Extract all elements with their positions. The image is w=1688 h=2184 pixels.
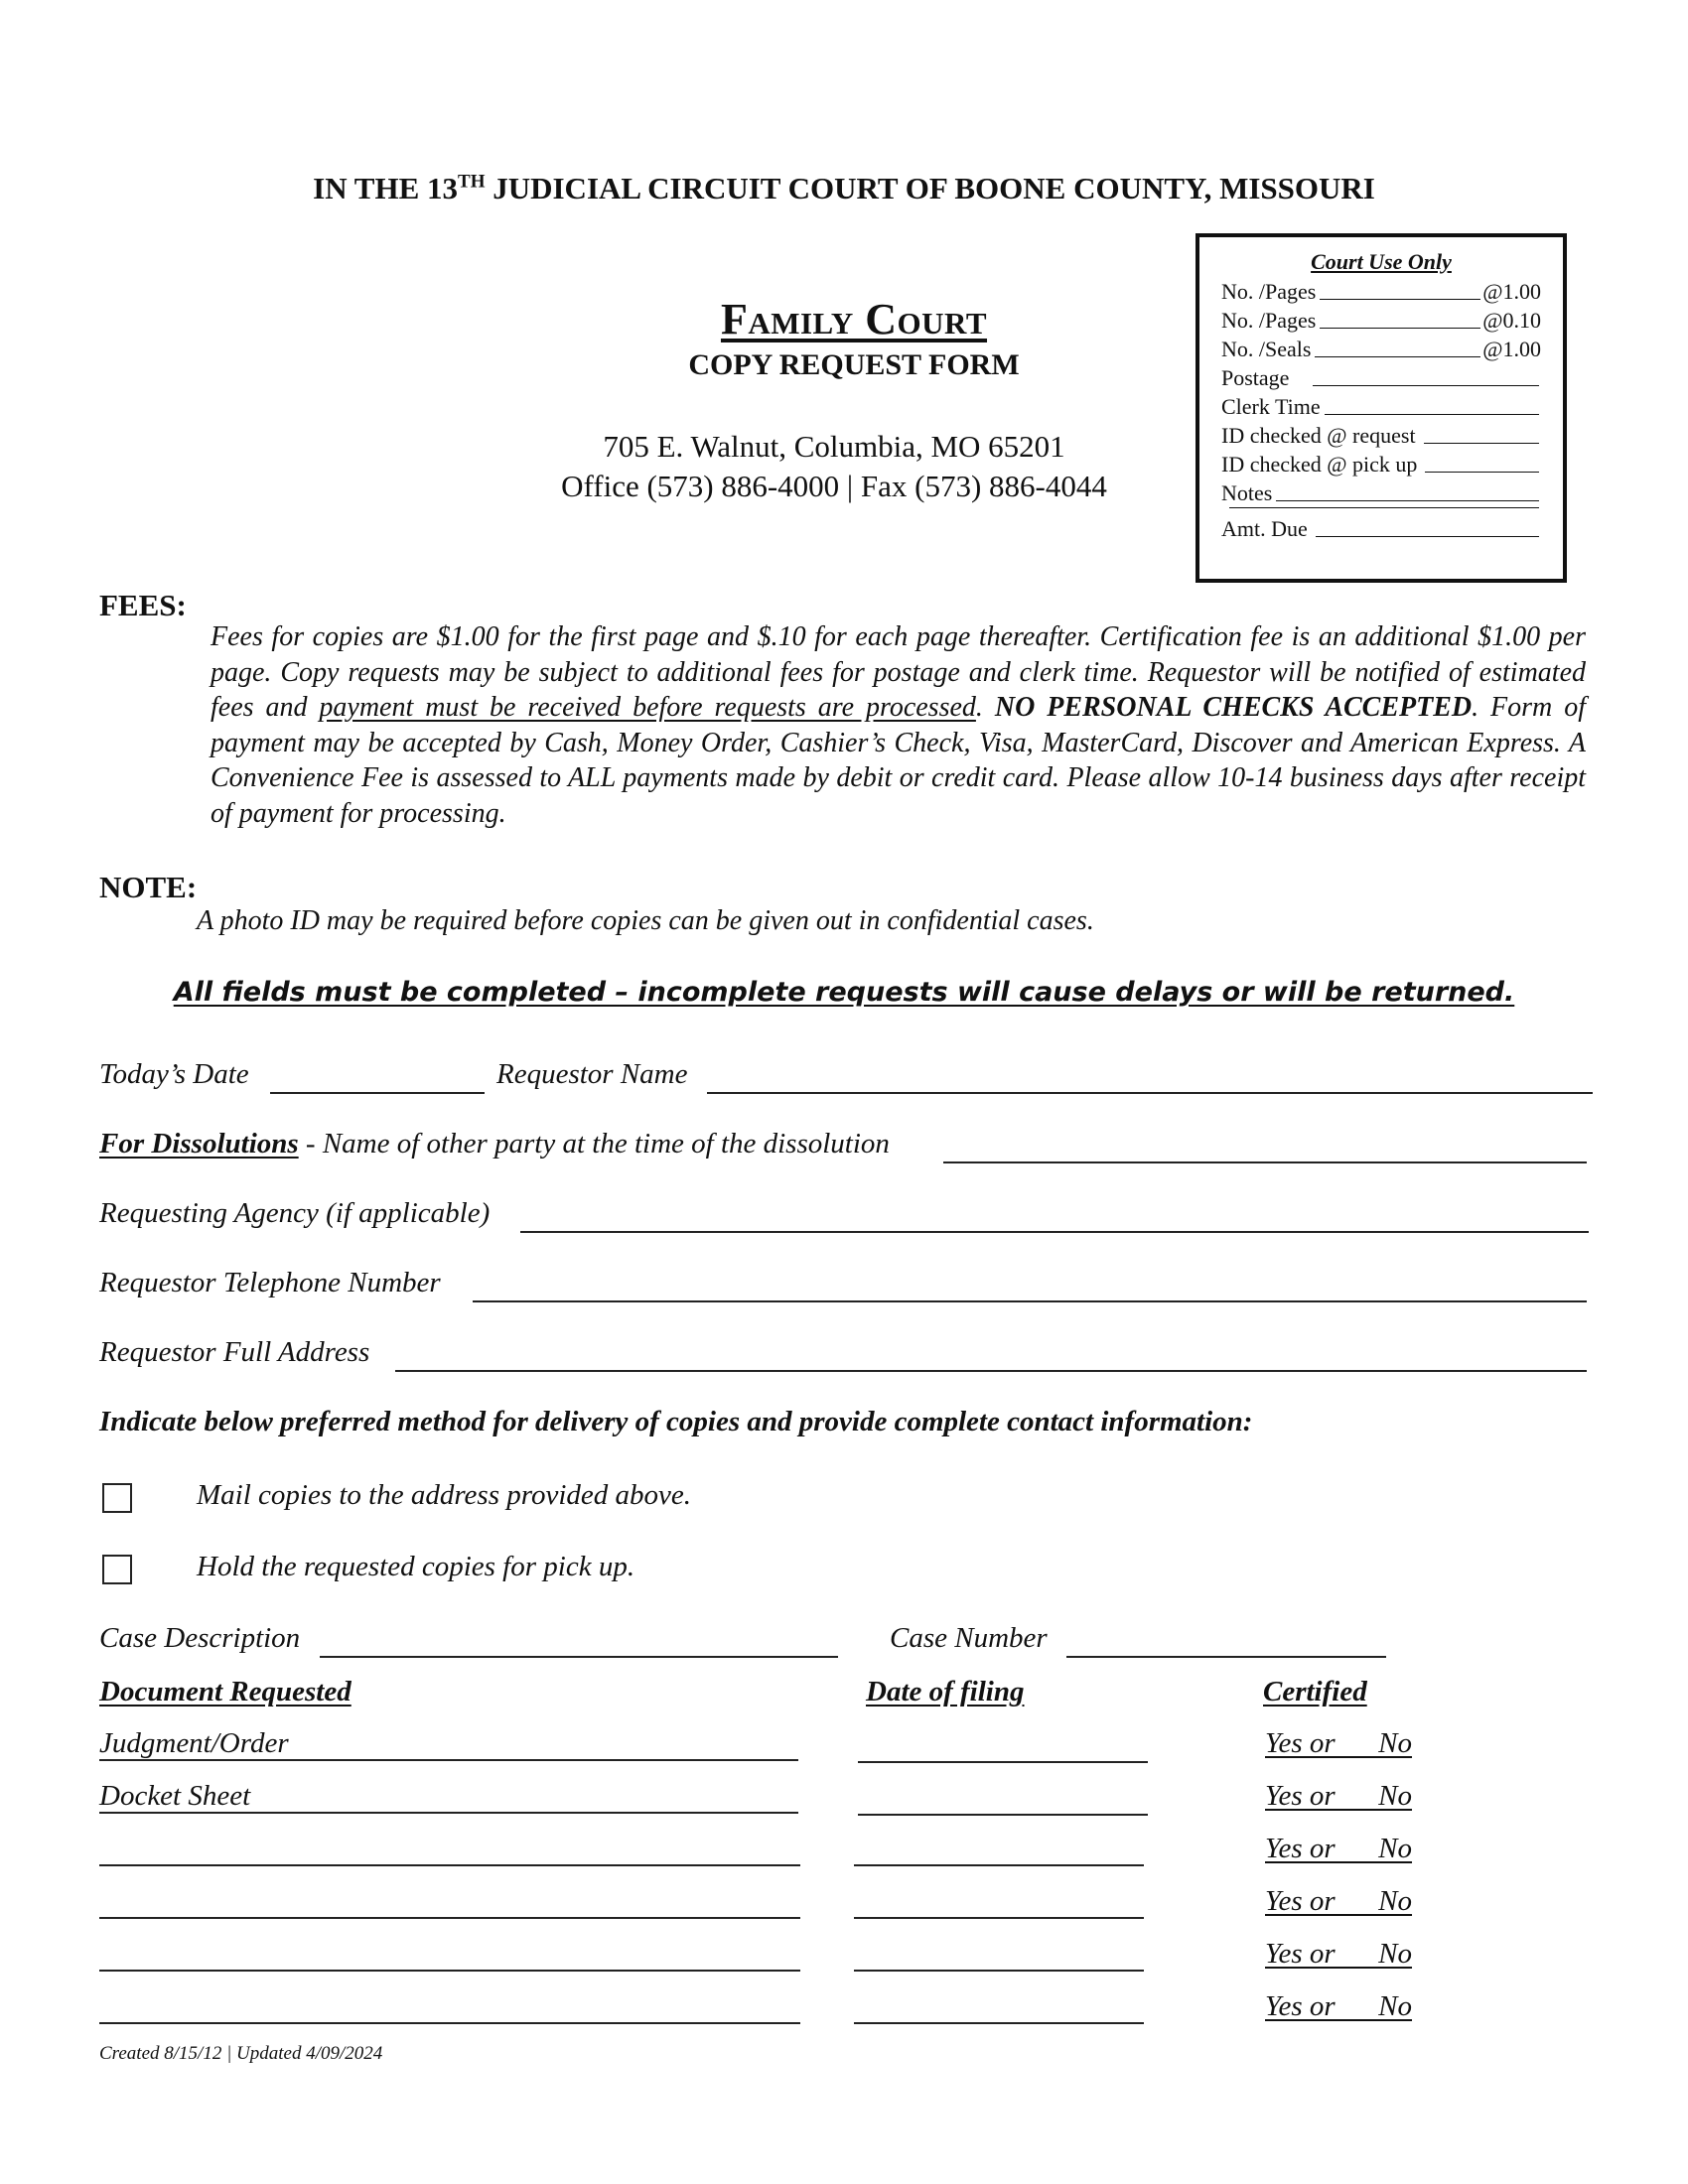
court-use-row: ID checked @ request: [1221, 421, 1541, 450]
requesting-agency-field[interactable]: [520, 1231, 1589, 1233]
todays-date-field[interactable]: [270, 1092, 485, 1094]
form-subtitle: COPY REQUEST FORM: [688, 348, 1020, 381]
certified-yes-no[interactable]: Yes or No: [1265, 1885, 1413, 1917]
phone-fax: Office (573) 886-4000 | Fax (573) 886-4044: [561, 469, 1107, 503]
case-number-label: Case Number: [890, 1622, 1048, 1654]
todays-date-label: Today’s Date: [99, 1058, 249, 1090]
fees-label: FEES:: [99, 588, 187, 622]
fees-text: Fees for copies are $1.00 for the first page and $.10 for each page thereafter. Certification fee is an additional $1.00 per page. Copy requests may be subject to additional fees for postage and clerk time. Requestor will be notified of estimated fees and payment must be received before requests are processed. NO PERSONAL CHECKS ACCEPTED. Form of payment may be accepted by Cash, Money Order, Cashier’s Check, Visa, MasterCard, Discover and American Express. A Convenience Fee is assessed to ALL payments made by debit or credit card. Please allow 10-14 business days after receipt of payment for processing.: [211, 621, 1586, 829]
telephone-field[interactable]: [473, 1300, 1587, 1302]
document-field[interactable]: [99, 1864, 800, 1866]
court-use-row: No. /Seals @1.00: [1221, 337, 1541, 361]
court-use-blank[interactable]: [1313, 385, 1539, 386]
document-row-label: Docket Sheet: [99, 1780, 251, 1812]
date-of-filing-field[interactable]: [854, 1917, 1144, 1919]
full-address-field[interactable]: [395, 1370, 1587, 1372]
court-use-blank[interactable]: [1425, 472, 1539, 473]
case-description-label: Case Description: [99, 1622, 301, 1654]
court-use-row: ID checked @ pick up: [1221, 450, 1541, 478]
date-of-filing-field[interactable]: [858, 1814, 1148, 1816]
date-of-filing-header: Date of filing: [866, 1676, 1025, 1707]
court-use-blank[interactable]: [1320, 328, 1480, 329]
mail-copies-label: Mail copies to the address provided above.: [197, 1479, 691, 1511]
certified-header: Certified: [1263, 1676, 1367, 1707]
court-heading: IN THE 13TH JUDICIAL CIRCUIT COURT OF BOONE COUNTY, MISSOURI: [313, 171, 1375, 205]
court-use-row: Amt. Due: [1221, 514, 1541, 543]
court-use-blank[interactable]: [1315, 356, 1480, 357]
certified-yes-no[interactable]: Yes or No: [1265, 1938, 1413, 1970]
other-party-name-field[interactable]: [943, 1161, 1587, 1163]
street-address: 705 E. Walnut, Columbia, MO 65201: [603, 429, 1065, 464]
full-address-label: Requestor Full Address: [99, 1336, 370, 1368]
certified-yes-no[interactable]: Yes or No: [1265, 1833, 1413, 1864]
document-requested-header: Document Requested: [99, 1676, 352, 1707]
document-field[interactable]: [99, 1917, 800, 1919]
court-use-blank[interactable]: [1316, 536, 1539, 537]
completion-warning: All fields must be completed – incomplete requests will cause delays or will be returned.: [173, 977, 1515, 1008]
requesting-agency-label: Requesting Agency (if applicable): [99, 1197, 491, 1229]
certified-yes-no[interactable]: Yes or No: [1265, 1780, 1413, 1812]
title-block: [556, 294, 1152, 382]
requestor-name-field[interactable]: [707, 1092, 1593, 1094]
pickup-checkbox[interactable]: [102, 1555, 132, 1584]
note-text: A photo ID may be required before copies can be given out in confidential cases.: [197, 905, 1094, 936]
certified-yes-no[interactable]: Yes or No: [1265, 1990, 1413, 2022]
court-use-row: Notes: [1221, 478, 1541, 507]
mail-copies-checkbox[interactable]: [102, 1483, 132, 1513]
court-use-row: [1221, 507, 1541, 514]
court-use-row: No. /Pages @0.10: [1221, 308, 1541, 333]
date-of-filing-field[interactable]: [854, 2022, 1144, 2024]
court-use-blank[interactable]: [1325, 414, 1539, 415]
case-description-field[interactable]: [320, 1656, 838, 1658]
date-of-filing-field[interactable]: [854, 1970, 1144, 1972]
court-use-row: Postage: [1221, 363, 1541, 392]
form-title: Family Court: [720, 295, 988, 343]
requestor-name-label: Requestor Name: [496, 1058, 688, 1090]
court-use-box: [1196, 233, 1567, 583]
date-of-filing-field[interactable]: [854, 1864, 1144, 1866]
certified-yes-no[interactable]: Yes or No: [1265, 1727, 1413, 1759]
document-field[interactable]: [99, 2022, 800, 2024]
court-address: [477, 427, 1192, 506]
document-field[interactable]: [99, 1812, 798, 1814]
court-use-blank[interactable]: [1229, 507, 1539, 508]
dissolutions-label: For Dissolutions - Name of other party at the time of the dissolution: [99, 1128, 890, 1160]
court-use-blank[interactable]: [1276, 500, 1539, 501]
delivery-instruction: Indicate below preferred method for delivery of copies and provide complete contact information:: [99, 1406, 1253, 1437]
pickup-label: Hold the requested copies for pick up.: [197, 1551, 635, 1582]
court-use-blank[interactable]: [1320, 299, 1480, 300]
revision-footer: Created 8/15/12 | Updated 4/09/2024: [99, 2043, 383, 2064]
court-use-row: Clerk Time: [1221, 392, 1541, 421]
case-number-field[interactable]: [1066, 1656, 1386, 1658]
document-field[interactable]: [99, 1759, 798, 1761]
court-use-blank[interactable]: [1424, 443, 1539, 444]
note-label: NOTE:: [99, 870, 198, 904]
document-row-label: Judgment/Order: [99, 1727, 289, 1759]
court-use-row: No. /Pages @1.00: [1221, 279, 1541, 304]
document-field[interactable]: [99, 1970, 800, 1972]
date-of-filing-field[interactable]: [858, 1761, 1148, 1763]
telephone-label: Requestor Telephone Number: [99, 1267, 441, 1298]
court-use-title: Court Use Only: [1311, 249, 1452, 274]
